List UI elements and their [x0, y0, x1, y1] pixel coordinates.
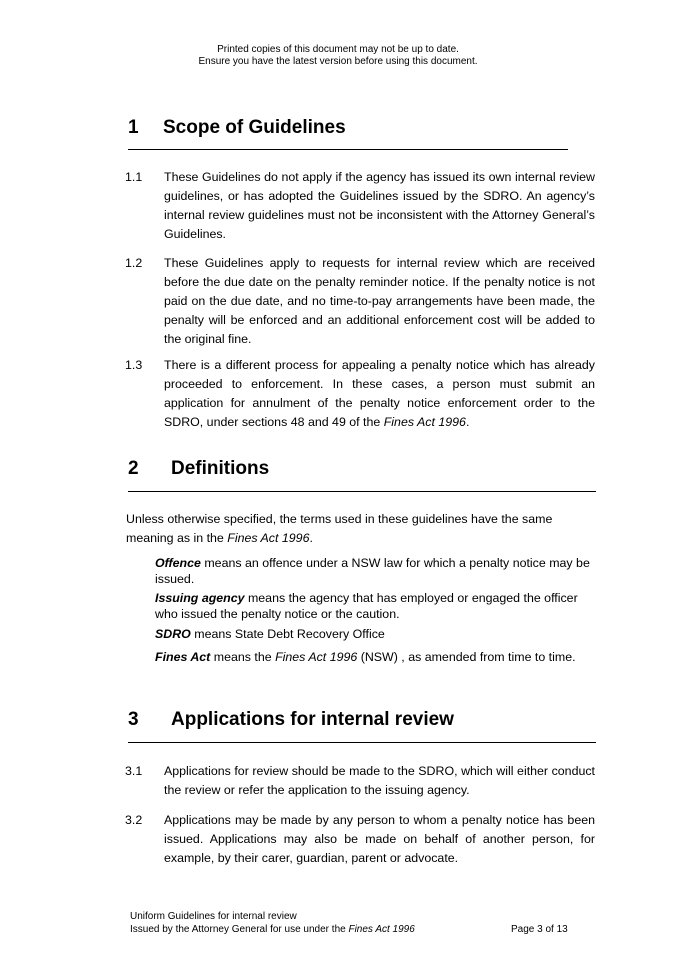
paragraph-text: There is a different process for appealing a penalty notice which has already proceeded to enforcement. In these cases, a person must submit an application for annulment of the penalty notice enforcement order to the SDRO, under sections 48 and 49 of the	[164, 358, 595, 429]
definition-sdro	[155, 626, 600, 642]
definition-end: (NSW) , as amended from time to time.	[357, 650, 576, 664]
section-3-heading	[128, 709, 454, 731]
definition-text: means State Debt Recovery Office	[190, 627, 385, 641]
paragraph-1-2	[125, 254, 595, 349]
footer-issued-text: Issued by the Attorney General for use under the	[130, 924, 349, 935]
definition-text: means the	[210, 650, 276, 664]
section-2-title: Definitions	[171, 458, 270, 479]
paragraph-number: 1.3	[125, 358, 143, 372]
section-1-heading	[128, 117, 346, 139]
section-1-title: Scope of Guidelines	[163, 117, 346, 138]
act-title: Fines Act 1996	[348, 924, 415, 935]
page-number: Page 3 of 13	[511, 924, 568, 935]
paragraph-number: 1.2	[125, 256, 143, 270]
section-2-heading	[128, 458, 269, 480]
print-notice-line-2: Ensure you have the latest version before using this document.	[198, 56, 478, 67]
section-3-title: Applications for internal review	[171, 709, 454, 730]
paragraph-number: 3.1	[125, 764, 143, 778]
act-title: Fines Act 1996	[227, 531, 310, 545]
section-1-number: 1	[128, 117, 139, 138]
act-title: Fines Act 1996	[275, 650, 358, 664]
definition-term: Offence	[155, 556, 201, 570]
definition-text: means an offence under a NSW law for which a penalty notice may be issued.	[155, 556, 590, 586]
definition-term: Issuing agency	[155, 591, 245, 605]
paragraph-end: .	[465, 415, 470, 429]
paragraph-3-1	[125, 762, 595, 800]
definition-term: SDRO	[155, 627, 191, 641]
paragraph-3-2	[125, 811, 595, 868]
definitions-intro	[126, 510, 576, 548]
paragraph-text: Applications may be made by any person to whom a penalty notice has been issued. Applications may also be made on behalf of another person, for example, by their carer, guardian, parent or advocate.	[164, 813, 595, 865]
footer	[130, 910, 415, 936]
definition-issuing-agency	[155, 590, 600, 622]
definition-text: means the agency that has employed or engaged the officer who issued the penalty notice or the caution.	[155, 591, 578, 621]
section-1-rule	[128, 149, 568, 150]
paragraph-number: 1.1	[125, 170, 143, 184]
act-title: Fines Act 1996	[383, 415, 466, 429]
section-3-number: 3	[128, 709, 139, 730]
paragraph-text-wrap	[164, 356, 595, 432]
footer-title: Uniform Guidelines for internal review	[130, 911, 297, 922]
section-2-number: 2	[128, 458, 139, 479]
paragraph-1-3	[125, 356, 595, 432]
definition-fines-act	[155, 649, 600, 665]
section-3-rule	[128, 742, 596, 743]
paragraph-text: These Guidelines do not apply if the agency has issued its own internal review guidelines, or has adopted the Guidelines issued by the SDRO. An agency’s internal review guidelines must not be inconsistent with the Attorney General’s Guidelines.	[164, 170, 595, 241]
paragraph-text: Applications for review should be made to the SDRO, which will either conduct the review or refer the application to the issuing agency.	[164, 764, 595, 797]
definition-term: Fines Act	[155, 650, 211, 664]
definition-offence	[155, 555, 600, 587]
intro-text: Unless otherwise specified, the terms used in these guidelines have the same meaning as in the	[126, 512, 553, 545]
section-2-rule	[128, 491, 596, 492]
paragraph-number: 3.2	[125, 813, 143, 827]
intro-end: .	[309, 531, 313, 545]
print-notice-line-1: Printed copies of this document may not be up to date.	[217, 44, 459, 55]
footer-issued-by	[130, 923, 415, 936]
paragraph-1-1	[125, 168, 595, 244]
paragraph-text: These Guidelines apply to requests for internal review which are received before the due date on the penalty reminder notice. If the penalty notice is not paid on the due date, and no time-to-pay arrangements have been made, the penalty will be enforced and an additional enforcement cost will be added to the original fine.	[164, 256, 595, 346]
print-notice	[0, 44, 676, 68]
